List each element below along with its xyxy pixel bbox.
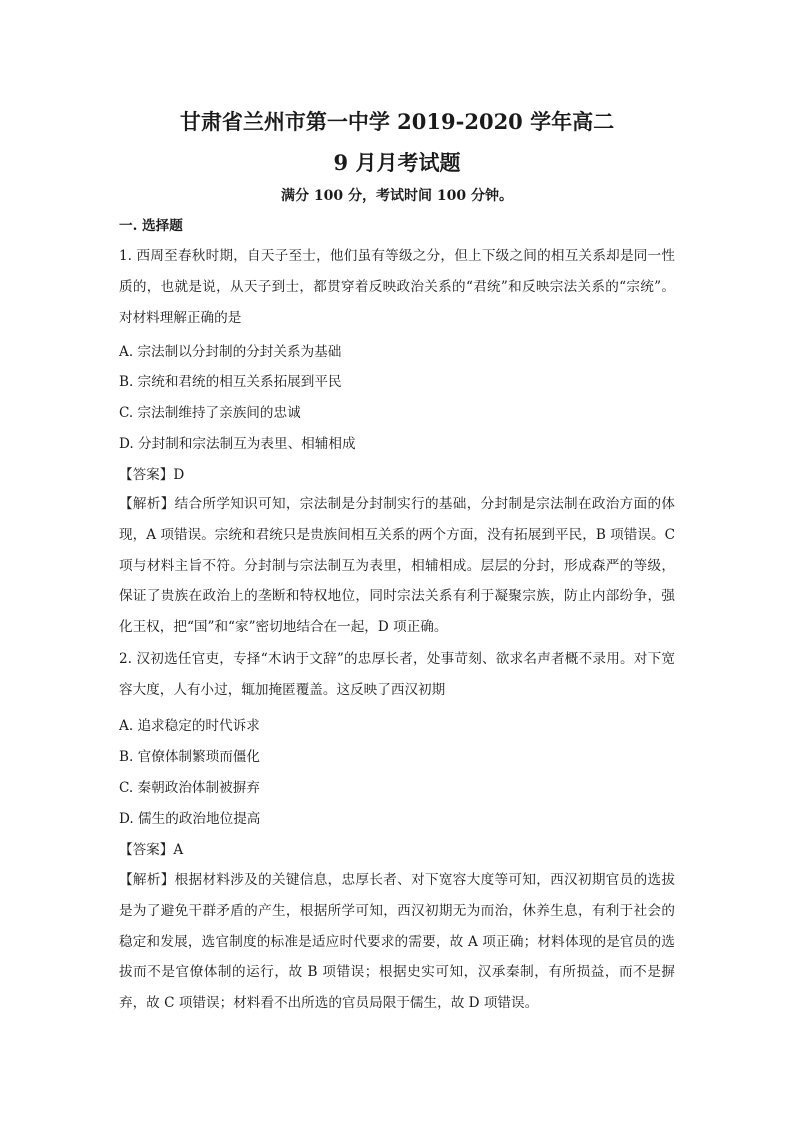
question-2-option-d: D. 儒生的政治地位提高 (119, 811, 261, 827)
exam-title-line1: 甘肃省兰州市第一中学 2019-2020 学年高二 (179, 109, 615, 134)
score-note: 满分 100 分，考试时间 100 分钟。 (281, 188, 513, 204)
question-2-option-c: C. 秦朝政治体制被摒弃 (119, 780, 260, 796)
question-1-option-a: A. 宗法制以分封制的分封关系为基础 (119, 344, 342, 360)
question-1-option-d: D. 分封制和宗法制互为表里、相辅相成 (119, 436, 356, 452)
question-2-option-a: A. 追求稳定的时代诉求 (119, 718, 260, 734)
exam-title-line2: 9 月月考试题 (333, 150, 461, 175)
question-1-answer: 【答案】D (119, 467, 185, 483)
question-1-analysis: 【解析】结合所学知识可知，宗法制是分封制实行的基础，分封制是宗法制在政治方面的体现，A 项错误。宗统和君统只是贵族间相互关系的两个方面，没有拓展到平民，B 项错误。C 项与材料主旨不符。分封制与宗法制互为表里，相辅相成。层层的分封，形成森严的等级，保证了贵族在政治上的垄断和特权地位，同时宗法关系有利于凝聚宗族，防止内部纷争，强化王权，把“国”和“家”密切地结合在一起，D 项正确。 (119, 496, 675, 636)
question-1-option-b: B. 宗统和君统的相互关系拓展到平民 (119, 374, 342, 390)
section-heading: 一. 选择题 (119, 218, 183, 234)
question-2-option-b: B. 官僚体制繁琐而僵化 (119, 749, 260, 765)
question-2-analysis: 【解析】根据材料涉及的关键信息，忠厚长者、对下宽容大度等可知，西汉初期官员的选拔是为了避免干群矛盾的产生，根据所学可知，西汉初期无为而治，休养生息，有利于社会的稳定和发展，选官制度的标准是适应时代要求的需要，故 A 项正确；材料体现的是官员的选拔而不是官僚体制的运行，故 B 项错误；根据史实可知，汉承秦制，有所损益，而不是摒弃，故 C 项错误；材料看不出所选的官员局限于儒生，故 D 项错误。 (119, 872, 675, 1012)
question-1-stem: 1. 西周至春秋时期，自天子至士，他们虽有等级之分，但上下级之间的相互关系却是同一性质的，也就是说，从天子到士，都贯穿着反映政治关系的“君统”和反映宗法关系的“宗统”。对材料理解正确的是 (119, 248, 675, 326)
question-2-stem: 2. 汉初选任官吏，专择“木讷于文辞”的忠厚长者，处事苛刻、欲求名声者概不录用。对下宽容大度，人有小过，辄加掩匿覆盖。这反映了西汉初期 (119, 651, 675, 698)
question-2-answer: 【答案】A (119, 842, 184, 858)
question-1-option-c: C. 宗法制维持了亲族间的忠诚 (119, 405, 301, 421)
